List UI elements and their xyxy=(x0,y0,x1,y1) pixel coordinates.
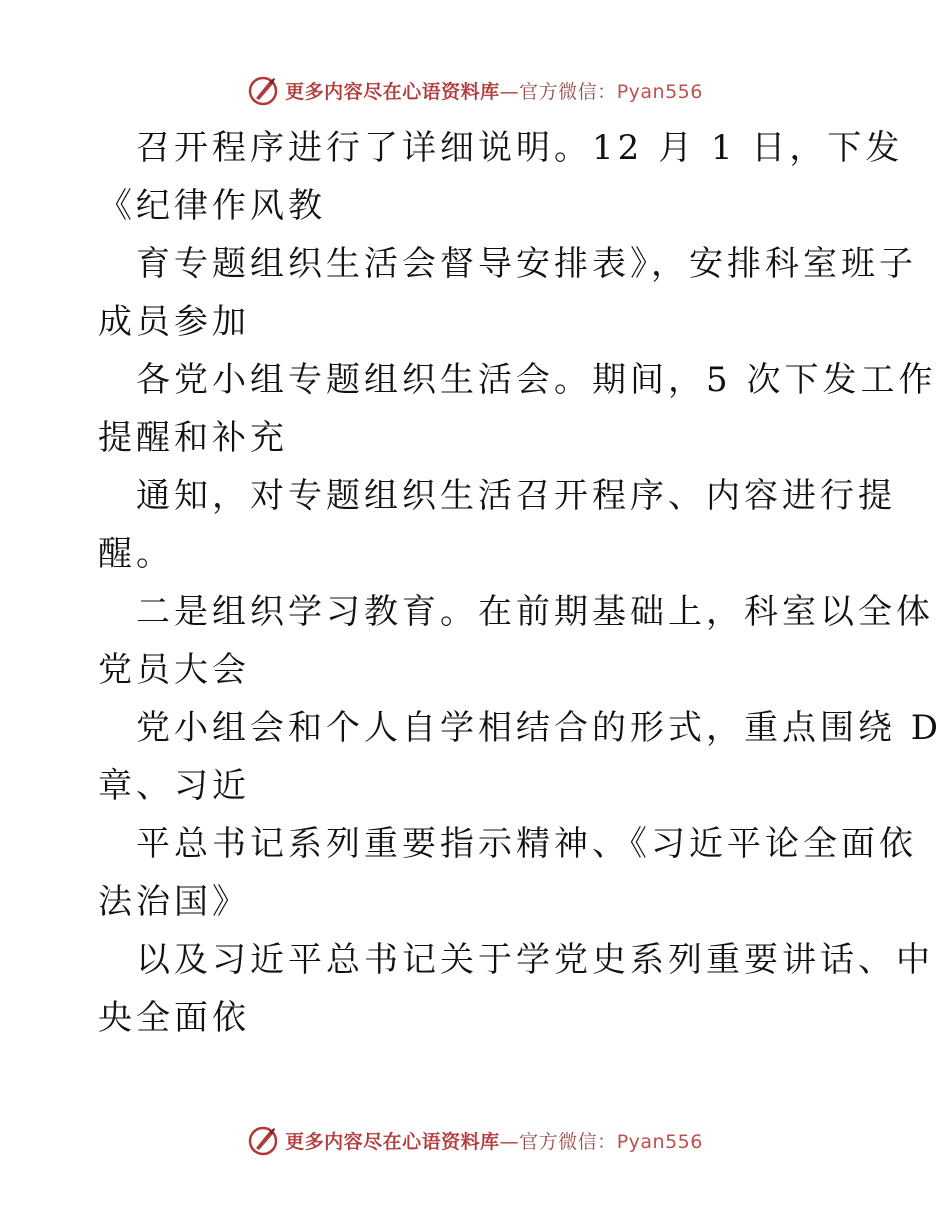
body-line: 育专题组织生活会督导安排表》，安排科室班子 xyxy=(136,244,917,284)
watermark-wechat-label: 官方微信： xyxy=(519,80,617,103)
footer-watermark xyxy=(0,1120,950,1160)
body-line: 醒。 xyxy=(98,534,174,574)
body-line: 各党小组专题组织生活会。期间，5 次下发工作 xyxy=(136,360,937,400)
watermark-text xyxy=(285,77,703,104)
body-line: 《纪律作风教 xyxy=(98,186,326,226)
body-line: 通知，对专题组织生活召开程序、内容进行提 xyxy=(136,476,896,516)
watermark-separator: — xyxy=(499,80,520,103)
body-line: 章、习近 xyxy=(98,766,250,806)
watermark-brand: 更多内容尽在心语资料库 xyxy=(285,1130,500,1153)
body-line: 成员参加 xyxy=(98,302,250,342)
watermark-separator: — xyxy=(499,1130,520,1153)
quill-pen-logo-icon xyxy=(247,1124,279,1156)
body-line: 法治国》 xyxy=(98,882,250,922)
watermark-text xyxy=(285,1127,703,1154)
body-line: 央全面依 xyxy=(98,998,250,1038)
watermark-wechat-label: 官方微信： xyxy=(519,1130,617,1153)
watermark-wechat-id: Pyan556 xyxy=(616,80,703,103)
body-line: 党员大会 xyxy=(98,650,250,690)
body-line: 平总书记系列重要指示精神、《习近平论全面依 xyxy=(136,824,917,864)
body-line: 党小组会和个人自学相结合的形式，重点围绕 D xyxy=(136,708,943,748)
body-line: 提醒和补充 xyxy=(98,418,288,458)
quill-pen-logo-icon xyxy=(247,74,279,106)
watermark-wechat-id: Pyan556 xyxy=(616,1130,703,1153)
body-line: 以及习近平总书记关于学党史系列重要讲话、中 xyxy=(136,940,934,980)
body-line: 召开程序进行了详细说明。12 月 1 日，下发 xyxy=(136,128,904,168)
header-watermark xyxy=(0,70,950,110)
watermark-brand: 更多内容尽在心语资料库 xyxy=(285,80,500,103)
body-line: 二是组织学习教育。在前期基础上，科室以全体 xyxy=(136,592,934,632)
